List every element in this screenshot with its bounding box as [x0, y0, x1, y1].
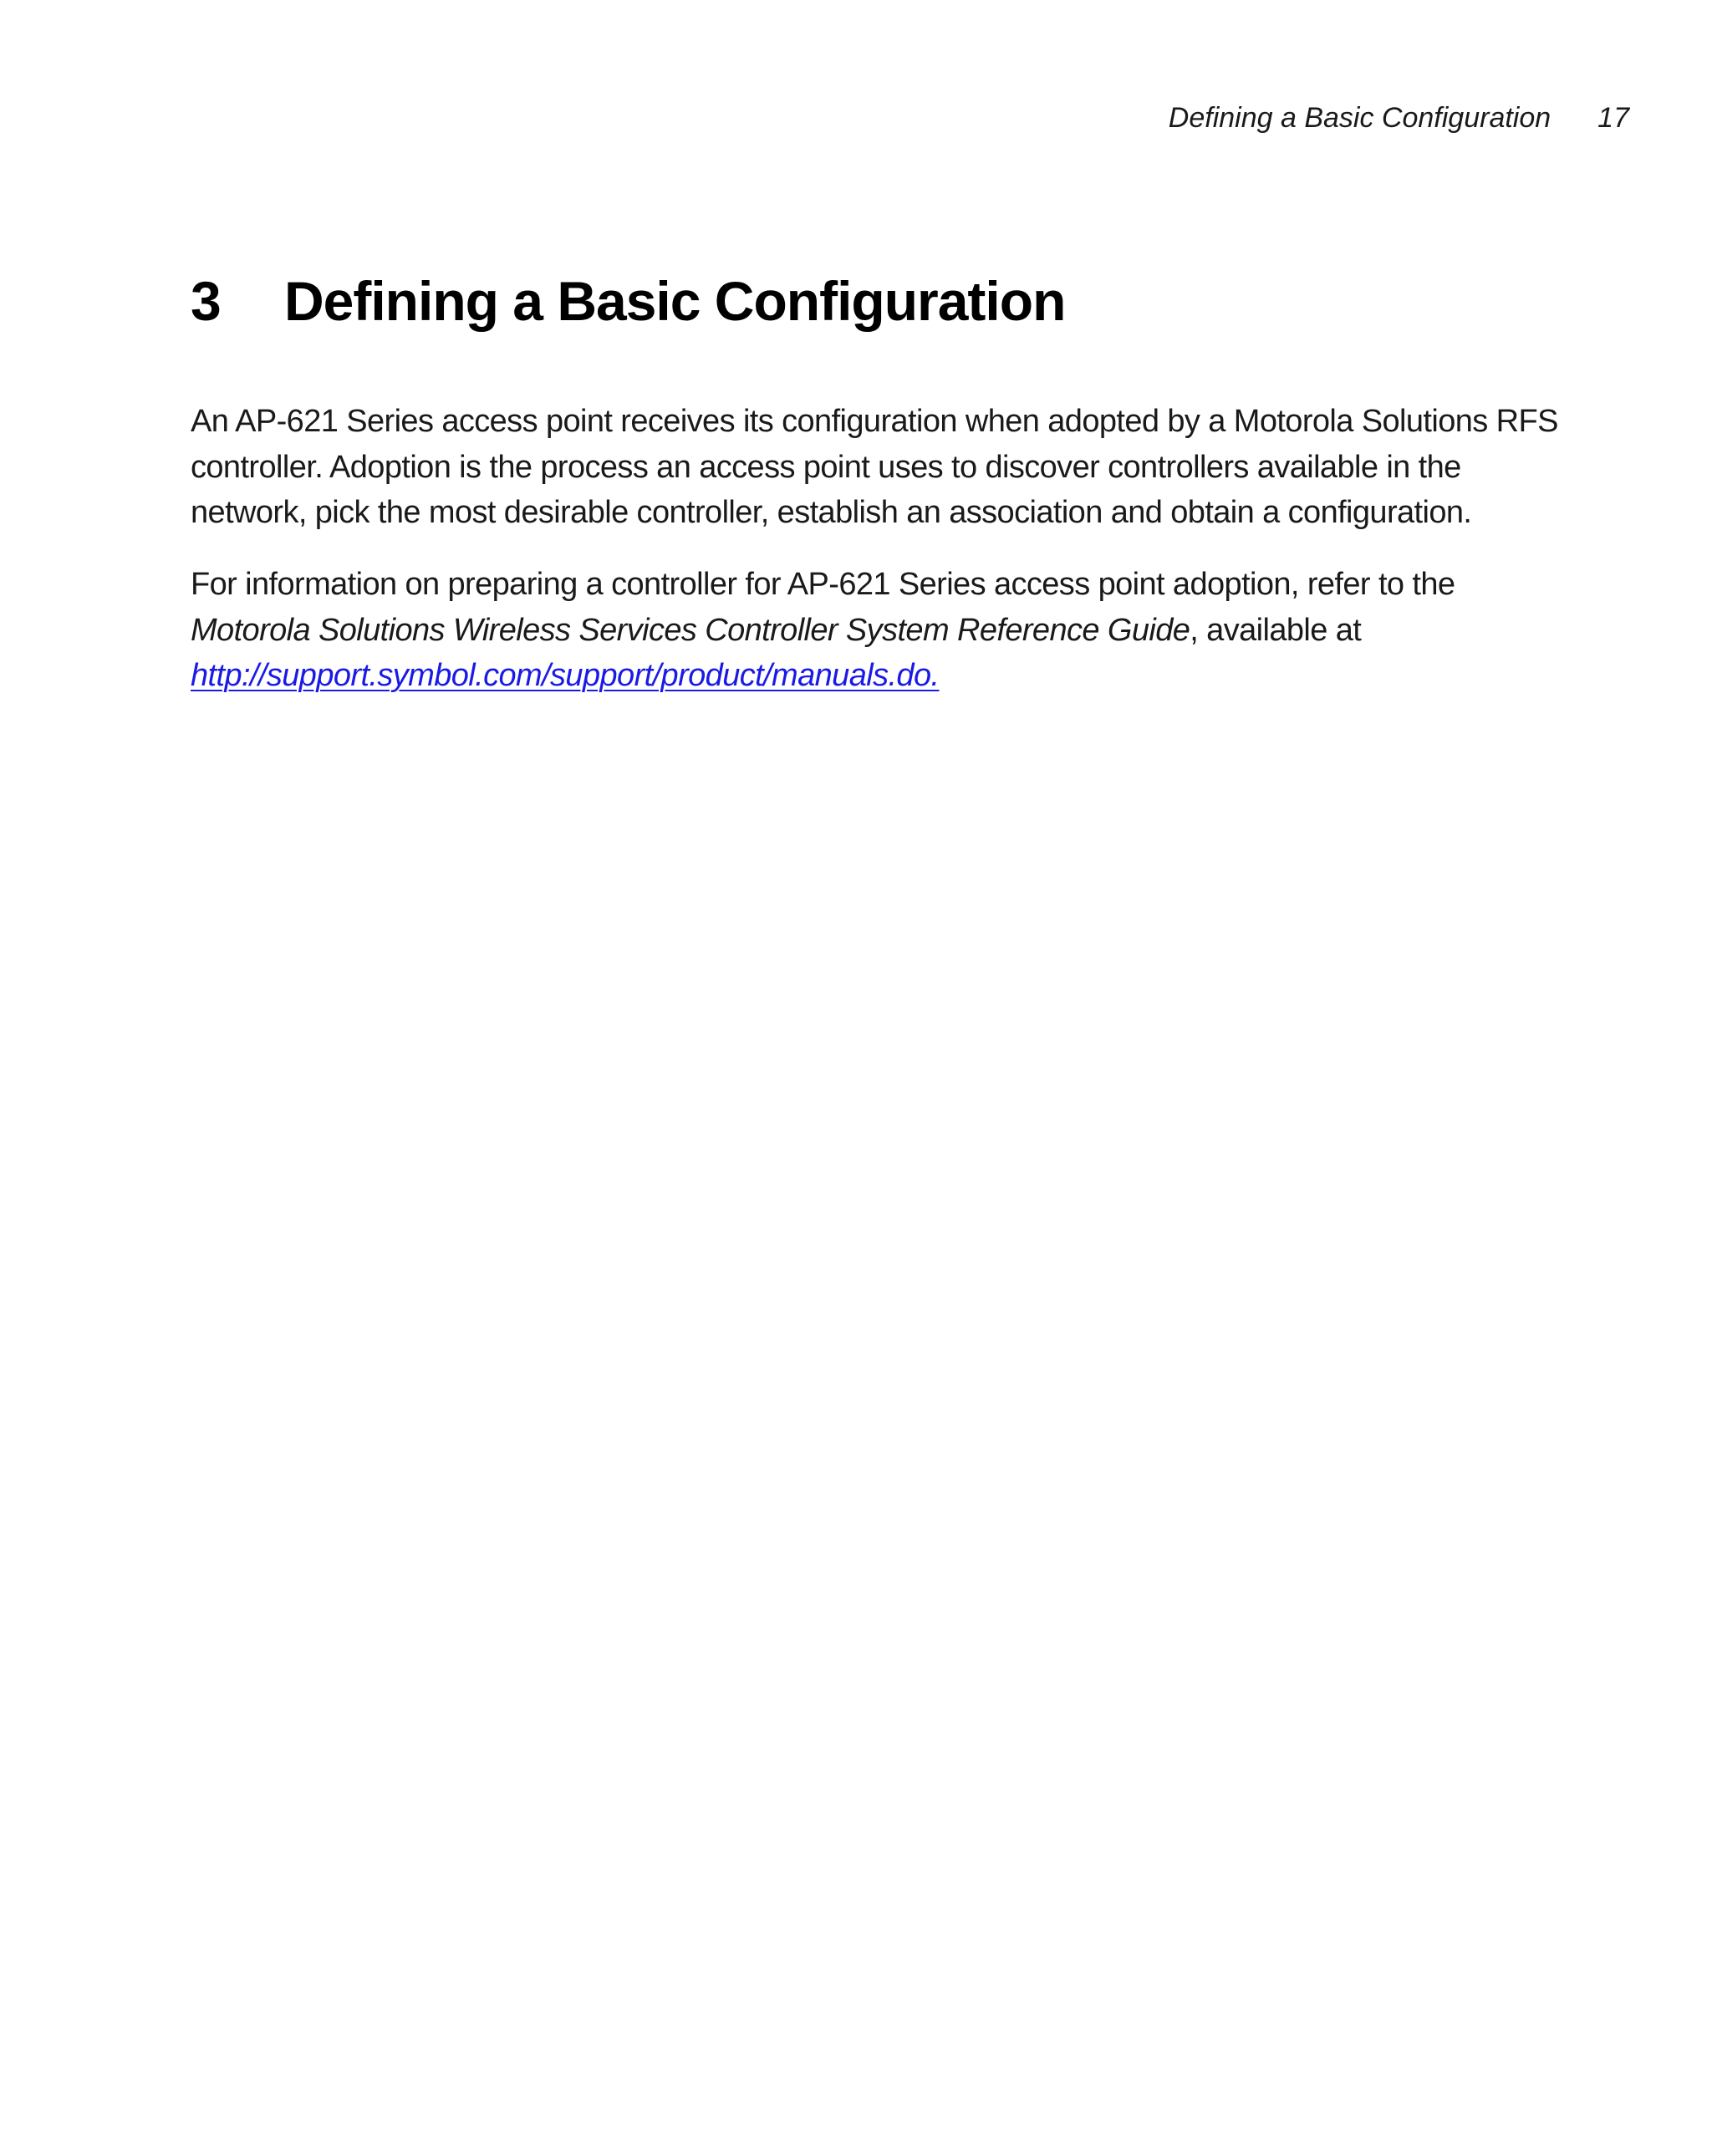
reference-paragraph [191, 562, 1595, 699]
page-number: 17 [1597, 102, 1629, 134]
chapter-number: 3 [191, 270, 221, 332]
reference-guide-title: Motorola Solutions Wireless Services Controller System Reference Guide [191, 612, 1190, 648]
intro-paragraph [191, 399, 1595, 536]
manuals-link[interactable]: http://support.symbol.com/support/product/manuals.do. [191, 658, 940, 693]
running-header-title: Defining a Basic Configuration [1168, 102, 1552, 134]
chapter-title: Defining a Basic Configuration [284, 270, 1066, 332]
paragraph-line: network, pick the most desirable controller, establish an association and obtain a configuration. [191, 495, 1472, 530]
paragraph-text: , available at [1190, 612, 1362, 648]
paragraph-line: For information on preparing a controller for AP-621 Series access point adoption, refer to the [191, 567, 1455, 602]
paragraph-line: An AP-621 Series access point receives its configuration when adopted by a Motorola Solutions RFS [191, 404, 1558, 439]
running-header [1169, 102, 1629, 135]
paragraph-line: controller. Adoption is the process an access point uses to discover controllers available in the [191, 449, 1461, 485]
chapter-heading [191, 269, 1065, 333]
